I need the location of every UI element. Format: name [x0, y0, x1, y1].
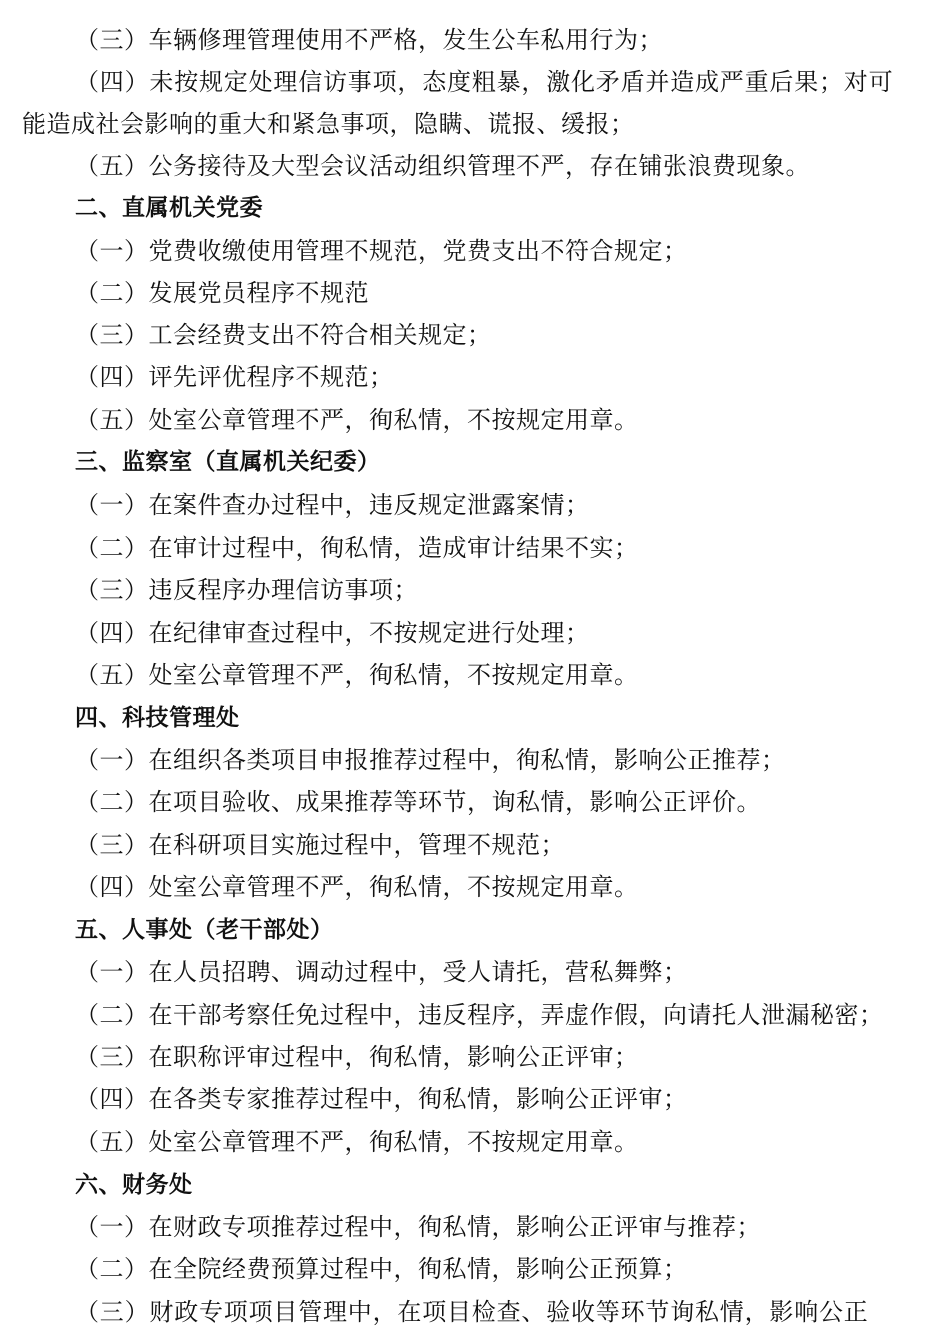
text-line: （二）在项目验收、成果推荐等环节，询私情，影响公正评价。: [75, 788, 761, 816]
text-line: （三）工会经费支出不符合相关规定；: [75, 321, 492, 349]
section-heading: 四、科技管理处: [75, 705, 240, 731]
text-line: （一）党费收缴使用管理不规范，党费支出不符合规定；: [75, 237, 688, 265]
text-line: （一）在人员招聘、调动过程中，受人请托，营私舞弊；: [75, 958, 688, 986]
text-line: （四）评先评优程序不规范；: [75, 363, 394, 391]
text-line: （三）财政专项项目管理中，在项目检查、验收等环节询私情，影响公正: [75, 1298, 869, 1326]
section-heading: 三、监察室（直属机关纪委）: [75, 449, 381, 475]
text-line: （五）处室公章管理不严，徇私情，不按规定用章。: [75, 1128, 639, 1156]
section-heading: 五、人事处（老干部处）: [75, 917, 334, 943]
text-line: （四）在纪律审查过程中，不按规定进行处理；: [75, 619, 590, 647]
text-line: （三）违反程序办理信访事项；: [75, 576, 418, 604]
text-line: （五）公务接待及大型会议活动组织管理不严，存在铺张浪费现象。: [75, 152, 810, 180]
section-heading: 六、财务处: [75, 1172, 193, 1198]
text-line: （二）在全院经费预算过程中，徇私情，影响公正预算；: [75, 1255, 688, 1283]
text-line: （五）处室公章管理不严，徇私情，不按规定用章。: [75, 406, 639, 434]
text-line: （三）在职称评审过程中，徇私情，影响公正评审；: [75, 1043, 639, 1071]
text-line: （二）发展党员程序不规范: [75, 279, 369, 307]
text-line: （二）在审计过程中，徇私情，造成审计结果不实；: [75, 534, 639, 562]
section-heading: 二、直属机关党委: [75, 195, 263, 221]
text-line-continuation: 能造成社会影响的重大和紧急事项，隐瞒、谎报、缓报；: [22, 110, 635, 138]
text-line: （一）在财政专项推荐过程中，徇私情，影响公正评审与推荐；: [75, 1213, 761, 1241]
text-line: （二）在干部考察任免过程中，违反程序，弄虚作假，向请托人泄漏秘密；: [75, 1001, 884, 1029]
text-line: （五）处室公章管理不严，徇私情，不按规定用章。: [75, 661, 639, 689]
text-line: （三）在科研项目实施过程中，管理不规范；: [75, 831, 565, 859]
text-line: （一）在案件查办过程中，违反规定泄露案情；: [75, 491, 590, 519]
text-line: （三）车辆修理管理使用不严格，发生公车私用行为；: [75, 26, 663, 54]
text-line: （一）在组织各类项目申报推荐过程中，徇私情，影响公正推荐；: [75, 746, 786, 774]
text-line: （四）在各类专家推荐过程中，徇私情，影响公正评审；: [75, 1085, 688, 1113]
text-line: （四）处室公章管理不严，徇私情，不按规定用章。: [75, 873, 639, 901]
text-line: （四）未按规定处理信访事项，态度粗暴，激化矛盾并造成严重后果；对可: [75, 68, 894, 96]
